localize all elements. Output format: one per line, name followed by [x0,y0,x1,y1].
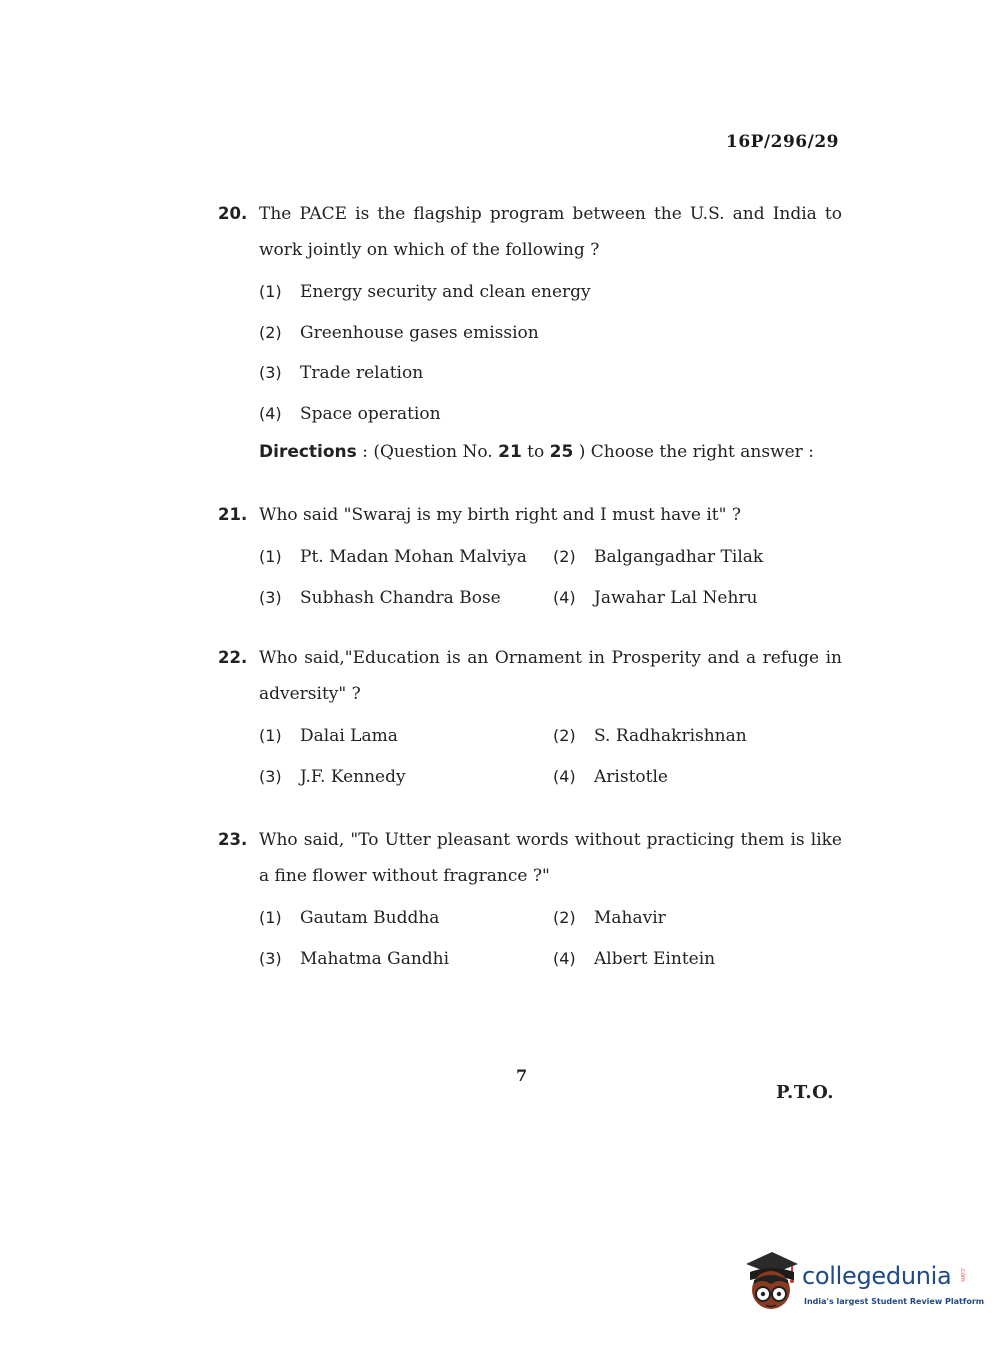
option [553,757,843,798]
option-number: (1) [259,547,282,566]
option [259,898,553,939]
option-text: Balgangadhar Tilak [594,547,764,567]
option-number: (1) [259,726,282,745]
option-number: (4) [553,948,576,968]
question-text: Who said "Swaraj is my birth right and I must have it" ? [259,505,741,525]
directions-label: Directions [259,442,357,462]
question-23 [218,822,842,979]
option-number: (4) [259,403,282,423]
option-number: (2) [553,726,576,745]
option [553,716,843,757]
option-text: Albert Eintein [594,948,716,969]
option [259,353,842,394]
option-number: (3) [259,363,282,382]
paper-code: 16P/296/29 [725,132,839,152]
option-number: (3) [259,766,282,786]
option-number: (3) [259,948,282,968]
option-number: (2) [259,322,282,342]
option-number: (1) [259,908,282,927]
option [259,272,842,313]
option-number: (2) [553,547,576,566]
directions-to: 25 [549,442,574,462]
options-list [259,272,842,434]
option [259,757,553,798]
page-number: 7 [516,1066,528,1085]
question-text: Who said,"Education is an Ornament in Prosperity and a refuge in adversity" ? [259,648,842,704]
option-text: Greenhouse gases emission [300,322,539,343]
option [259,394,842,435]
option-text: Pt. Madan Mohan Malviya [300,547,527,567]
option-text: Space operation [300,403,441,424]
option-number: (2) [553,908,576,927]
question-number: 23. [218,830,248,849]
option [553,939,843,980]
option [259,939,553,980]
question-text: Who said, "To Utter pleasant words without practicing them is like a fine flower without fragrance ?" [259,830,842,886]
mascot-icon [742,1250,800,1316]
option-text: Trade relation [300,363,424,383]
question-number: 20. [218,204,248,223]
question-21 [218,497,842,618]
option-text: Gautam Buddha [300,908,440,928]
option [553,537,843,578]
option-number: (3) [259,587,282,607]
option-number: (4) [553,766,576,786]
directions-rest: ) Choose the right answer : [573,442,814,462]
option-text: Mahavir [594,908,666,928]
question-20 [218,196,842,434]
question-number: 21. [218,505,248,524]
directions-to-word: to [521,442,550,462]
option-text: Subhash Chandra Bose [300,587,501,608]
question-number: 22. [218,648,248,667]
directions [259,438,814,466]
logo-tld: .com [959,1267,966,1282]
option [259,537,553,578]
logo-tagline: India's largest Student Review Platform [804,1297,985,1306]
options-grid [259,898,842,979]
directions-from: 21 [498,442,522,462]
option-text: Energy security and clean energy [300,282,591,302]
option [553,578,843,619]
logo-name: collegedunia [802,1262,952,1290]
question-text: The PACE is the flagship program between the U.S. and India to work jointly on which of the following ? [259,204,842,260]
options-grid [259,537,842,618]
option-text: Dalai Lama [300,726,398,746]
directions-text: : (Question No. [356,442,499,462]
question-22 [218,640,842,797]
option-text: J.F. Kennedy [300,766,406,787]
option-text: Jawahar Lal Nehru [594,587,758,608]
option-number: (1) [259,282,282,301]
option [259,313,842,354]
option-text: S. Radhakrishnan [594,726,747,746]
pto-label: P.T.O. [776,1082,835,1103]
option-text: Mahatma Gandhi [300,948,450,969]
option [553,898,843,939]
option-number: (4) [553,587,576,607]
options-grid [259,716,842,797]
option [259,716,553,757]
option [259,578,553,619]
collegedunia-logo [742,1250,985,1320]
option-text: Aristotle [594,766,668,787]
